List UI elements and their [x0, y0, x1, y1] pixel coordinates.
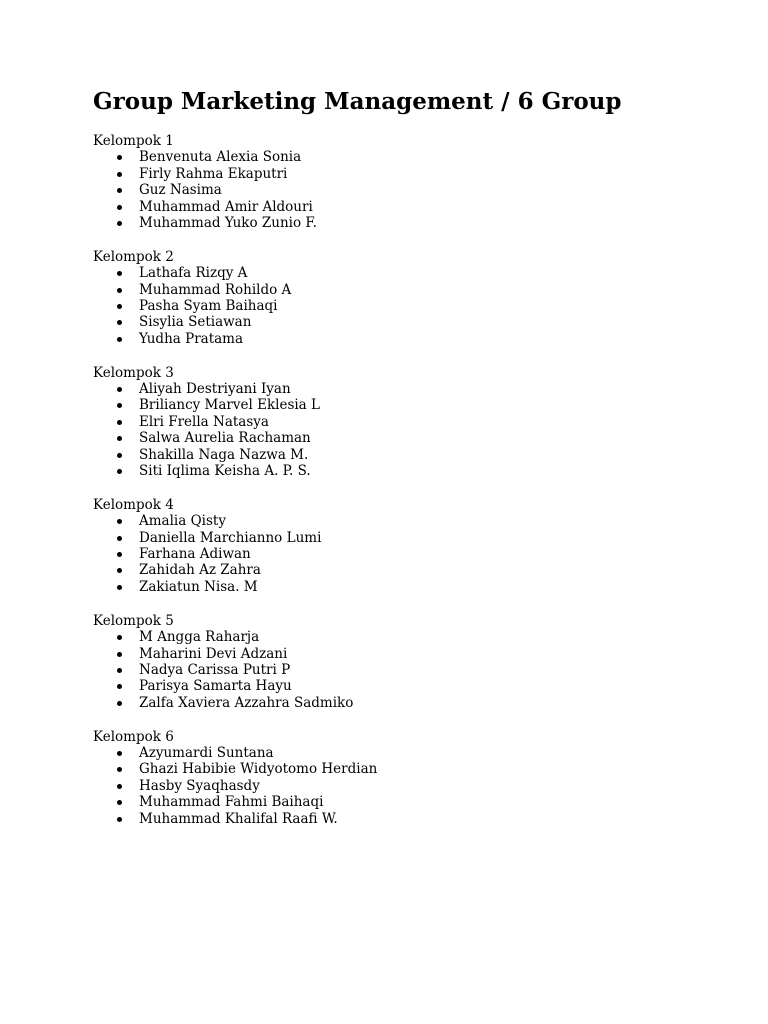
bullet-icon: [117, 668, 122, 673]
bullet-icon: [117, 652, 122, 657]
bullet-icon: [117, 568, 122, 573]
bullet-icon: [117, 817, 122, 822]
member-name: Muhammad Amir Aldouri: [139, 198, 313, 215]
member-name: Nadya Carissa Putri P: [139, 661, 291, 678]
bullet-icon: [117, 800, 122, 805]
member-name: Guz Nasima: [139, 182, 222, 199]
member-list: [93, 265, 733, 347]
member-list: [93, 629, 733, 711]
list-item: [93, 430, 733, 446]
list-item: [93, 546, 733, 562]
member-name: Daniella Marchianno Lumi: [139, 529, 322, 546]
member-name: Sisylia Setiawan: [139, 314, 252, 331]
list-item: [93, 513, 733, 529]
bullet-icon: [117, 337, 122, 342]
bullet-icon: [117, 320, 122, 325]
list-item: [93, 149, 733, 165]
list-item: [93, 447, 733, 463]
member-name: Briliancy Marvel Eklesia L: [139, 397, 320, 414]
list-item: [93, 381, 733, 397]
list-item: [93, 414, 733, 430]
list-item: [93, 695, 733, 711]
member-list: [93, 149, 733, 231]
bullet-icon: [117, 172, 122, 177]
member-name: Ghazi Habibie Widyotomo Herdian: [139, 761, 378, 778]
group-section: [93, 249, 733, 347]
member-name: Zalfa Xaviera Azzahra Sadmiko: [139, 694, 354, 711]
bullet-icon: [117, 767, 122, 772]
list-item: [93, 530, 733, 546]
list-item: [93, 562, 733, 578]
bullet-icon: [117, 784, 122, 789]
list-item: [93, 778, 733, 794]
bullet-icon: [117, 387, 122, 392]
bullet-icon: [117, 420, 122, 425]
group-section: [93, 365, 733, 480]
group-heading: Kelompok 6: [93, 728, 174, 745]
member-name: Farhana Adiwan: [139, 546, 251, 563]
list-item: [93, 199, 733, 215]
list-item: [93, 182, 733, 198]
member-name: Lathafa Rizqy A: [139, 265, 248, 282]
member-name: Amalia Qisty: [139, 513, 226, 530]
member-list: [93, 513, 733, 595]
list-item: [93, 646, 733, 662]
member-name: Aliyah Destriyani Iyan: [139, 381, 291, 398]
bullet-icon: [117, 684, 122, 689]
bullet-icon: [117, 635, 122, 640]
list-item: [93, 745, 733, 761]
member-name: M Angga Raharja: [139, 629, 260, 646]
bullet-icon: [117, 221, 122, 226]
member-name: Yudha Pratama: [139, 330, 244, 347]
member-name: Maharini Devi Adzani: [139, 645, 288, 662]
member-name: Muhammad Yuko Zunio F.: [139, 214, 317, 231]
bullet-icon: [117, 436, 122, 441]
list-item: [93, 662, 733, 678]
member-name: Elri Frella Natasya: [139, 413, 269, 430]
member-list: [93, 381, 733, 479]
member-name: Muhammad Rohildo A: [139, 281, 292, 298]
bullet-icon: [117, 403, 122, 408]
list-item: [93, 282, 733, 298]
bullet-icon: [117, 552, 122, 557]
bullet-icon: [117, 205, 122, 210]
group-heading: Kelompok 4: [93, 496, 174, 513]
list-item: [93, 463, 733, 479]
bullet-icon: [117, 585, 122, 590]
member-name: Pasha Syam Baihaqi: [139, 298, 278, 315]
group-section: [93, 729, 733, 827]
bullet-icon: [117, 519, 122, 524]
bullet-icon: [117, 751, 122, 756]
member-list: [93, 745, 733, 827]
list-item: [93, 678, 733, 694]
member-name: Hasby Syaqhasdy: [139, 777, 260, 794]
member-name: Siti Iqlima Keisha A. P. S.: [139, 463, 311, 480]
member-name: Zakiatun Nisa. M: [139, 578, 258, 595]
list-item: [93, 298, 733, 314]
bullet-icon: [117, 271, 122, 276]
member-name: Zahidah Az Zahra: [139, 562, 261, 579]
group-section: [93, 133, 733, 231]
list-item: [93, 629, 733, 645]
member-name: Firly Rahma Ekaputri: [139, 165, 288, 182]
bullet-icon: [117, 469, 122, 474]
member-name: Parisya Samarta Hayu: [139, 678, 292, 695]
group-heading: Kelompok 3: [93, 364, 174, 381]
list-item: [93, 811, 733, 827]
member-name: Muhammad Khalifal Raafi W.: [139, 810, 338, 827]
group-heading: Kelompok 5: [93, 612, 174, 629]
bullet-icon: [117, 188, 122, 193]
list-item: [93, 397, 733, 413]
member-name: Salwa Aurelia Rachaman: [139, 430, 311, 447]
group-heading: Kelompok 2: [93, 248, 174, 265]
member-name: Azyumardi Suntana: [139, 745, 274, 761]
bullet-icon: [117, 701, 122, 706]
list-item: [93, 794, 733, 810]
bullet-icon: [117, 453, 122, 458]
bullet-icon: [117, 155, 122, 160]
list-item: [93, 265, 733, 281]
group-list: [93, 133, 733, 844]
group-heading: Kelompok 1: [93, 133, 174, 149]
member-name: Muhammad Fahmi Baihaqi: [139, 794, 324, 811]
list-item: [93, 331, 733, 347]
bullet-icon: [117, 536, 122, 541]
list-item: [93, 579, 733, 595]
group-section: [93, 613, 733, 711]
member-name: Benvenuta Alexia Sonia: [139, 149, 302, 166]
list-item: [93, 314, 733, 330]
bullet-icon: [117, 304, 122, 309]
page-title: Group Marketing Management / 6 Group: [93, 88, 622, 115]
list-item: [93, 166, 733, 182]
group-section: [93, 497, 733, 595]
list-item: [93, 761, 733, 777]
list-item: [93, 215, 733, 231]
member-name: Shakilla Naga Nazwa M.: [139, 446, 309, 463]
bullet-icon: [117, 288, 122, 293]
